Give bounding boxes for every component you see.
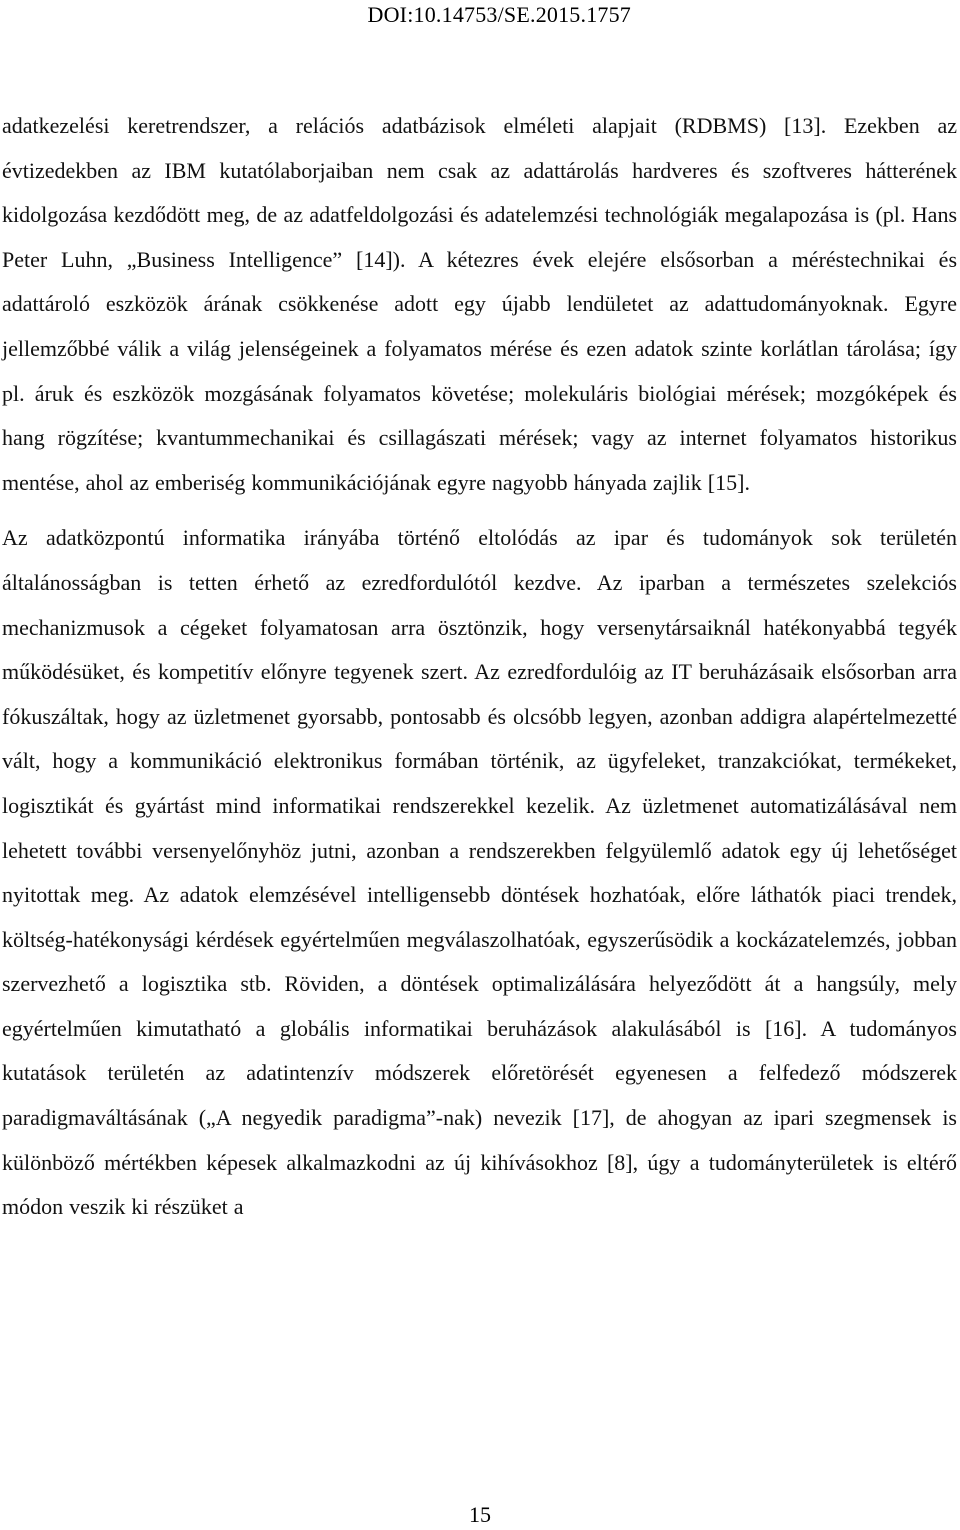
doi-header: DOI:10.14753/SE.2015.1757: [367, 2, 631, 27]
body-text: [2, 104, 957, 1230]
page-number: 15: [469, 1502, 491, 1527]
paragraph-2: Az adatközpontú informatika irányába történő eltolódás az ipar és tudományok sok területén általánosságban is tetten érhető az ezredfordulótól kezdve. Az iparban a természetes szelekciós mechanizmusok a cégeket folyamatosan arra ösztönzik, hogy versenytársaiknál hatékonyabbá tegyék működésüket, és kompetitív előnyre tegyenek szert. Az ezredfordulóig az IT beruházásaik elsősorban arra fókuszáltak, hogy az üzletmenet gyorsabb, pontosabb és olcsóbb legyen, azonban addigra alapértelmezetté vált, hogy a kommunikáció elektronikus formában történik, az ügyfeleket, tranzakciókat, termékeket, logisztikát és gyártást mind informatikai rendszerekkel kezelik. Az üzletmenet automatizálásával nem lehetett további versenyelőnyhöz jutni, azonban a rendszerekben felgyülemlő adatok egy új lehetőséget nyitottak meg. Az adatok elemzésével intelligensebb döntések hozhatóak, előre láthatók piaci trendek, költség-hatékonysági kérdések egyértelműen megválaszolhatóak, egyszerűsödik a kockázatelemzés, jobban szervezhető a logisztika stb. Röviden, a döntések optimalizálására helyeződött át a hangsúly, mely egyértelműen kimutatható a globális informatikai beruházások alakulásából is [16]. A tudományos kutatások területén az adatintenzív módszerek előretörését egyenesen a felfedező módszerek paradigmaváltásának („A negyedik paradigma”-nak) nevezik [17], de ahogyan az ipari szegmensek is különböző mértékben képesek alkalmazkodni az új kihívásokhoz [8], úgy a tudományterületek is eltérő módon veszik ki részüket a: [2, 525, 957, 1220]
paragraph-1: adatkezelési keretrendszer, a relációs adatbázisok elméleti alapjait (RDBMS) [13]. Ezekben az évtizedekben az IBM kutatólaborjaiban nem csak az adattárolás hardveres és szoftveres hátterének kidolgozása kezdődött meg, de az adatfeldolgozási és adatelemzési technológiák megalapozása is (pl. Hans Peter Luhn, „Business Intelligence” [14]). A kétezres évek elejére elsősorban a méréstechnikai és adattároló eszközök árának csökkenése adott egy újabb lendületet az adattudományoknak. Egyre jellemzőbbé válik a világ jelenségeinek a folyamatos mérése és ezen adatok szinte korlátlan tárolása; így pl. áruk és eszközök mozgásának folyamatos követése; molekuláris biológiai mérések; mozgóképek és hang rögzítése; kvantummechanikai és csillagászati mérések; vagy az internet folyamatos historikus mentése, ahol az emberiség kommunikációjának egyre nagyobb hányada zajlik [15].: [2, 113, 957, 495]
